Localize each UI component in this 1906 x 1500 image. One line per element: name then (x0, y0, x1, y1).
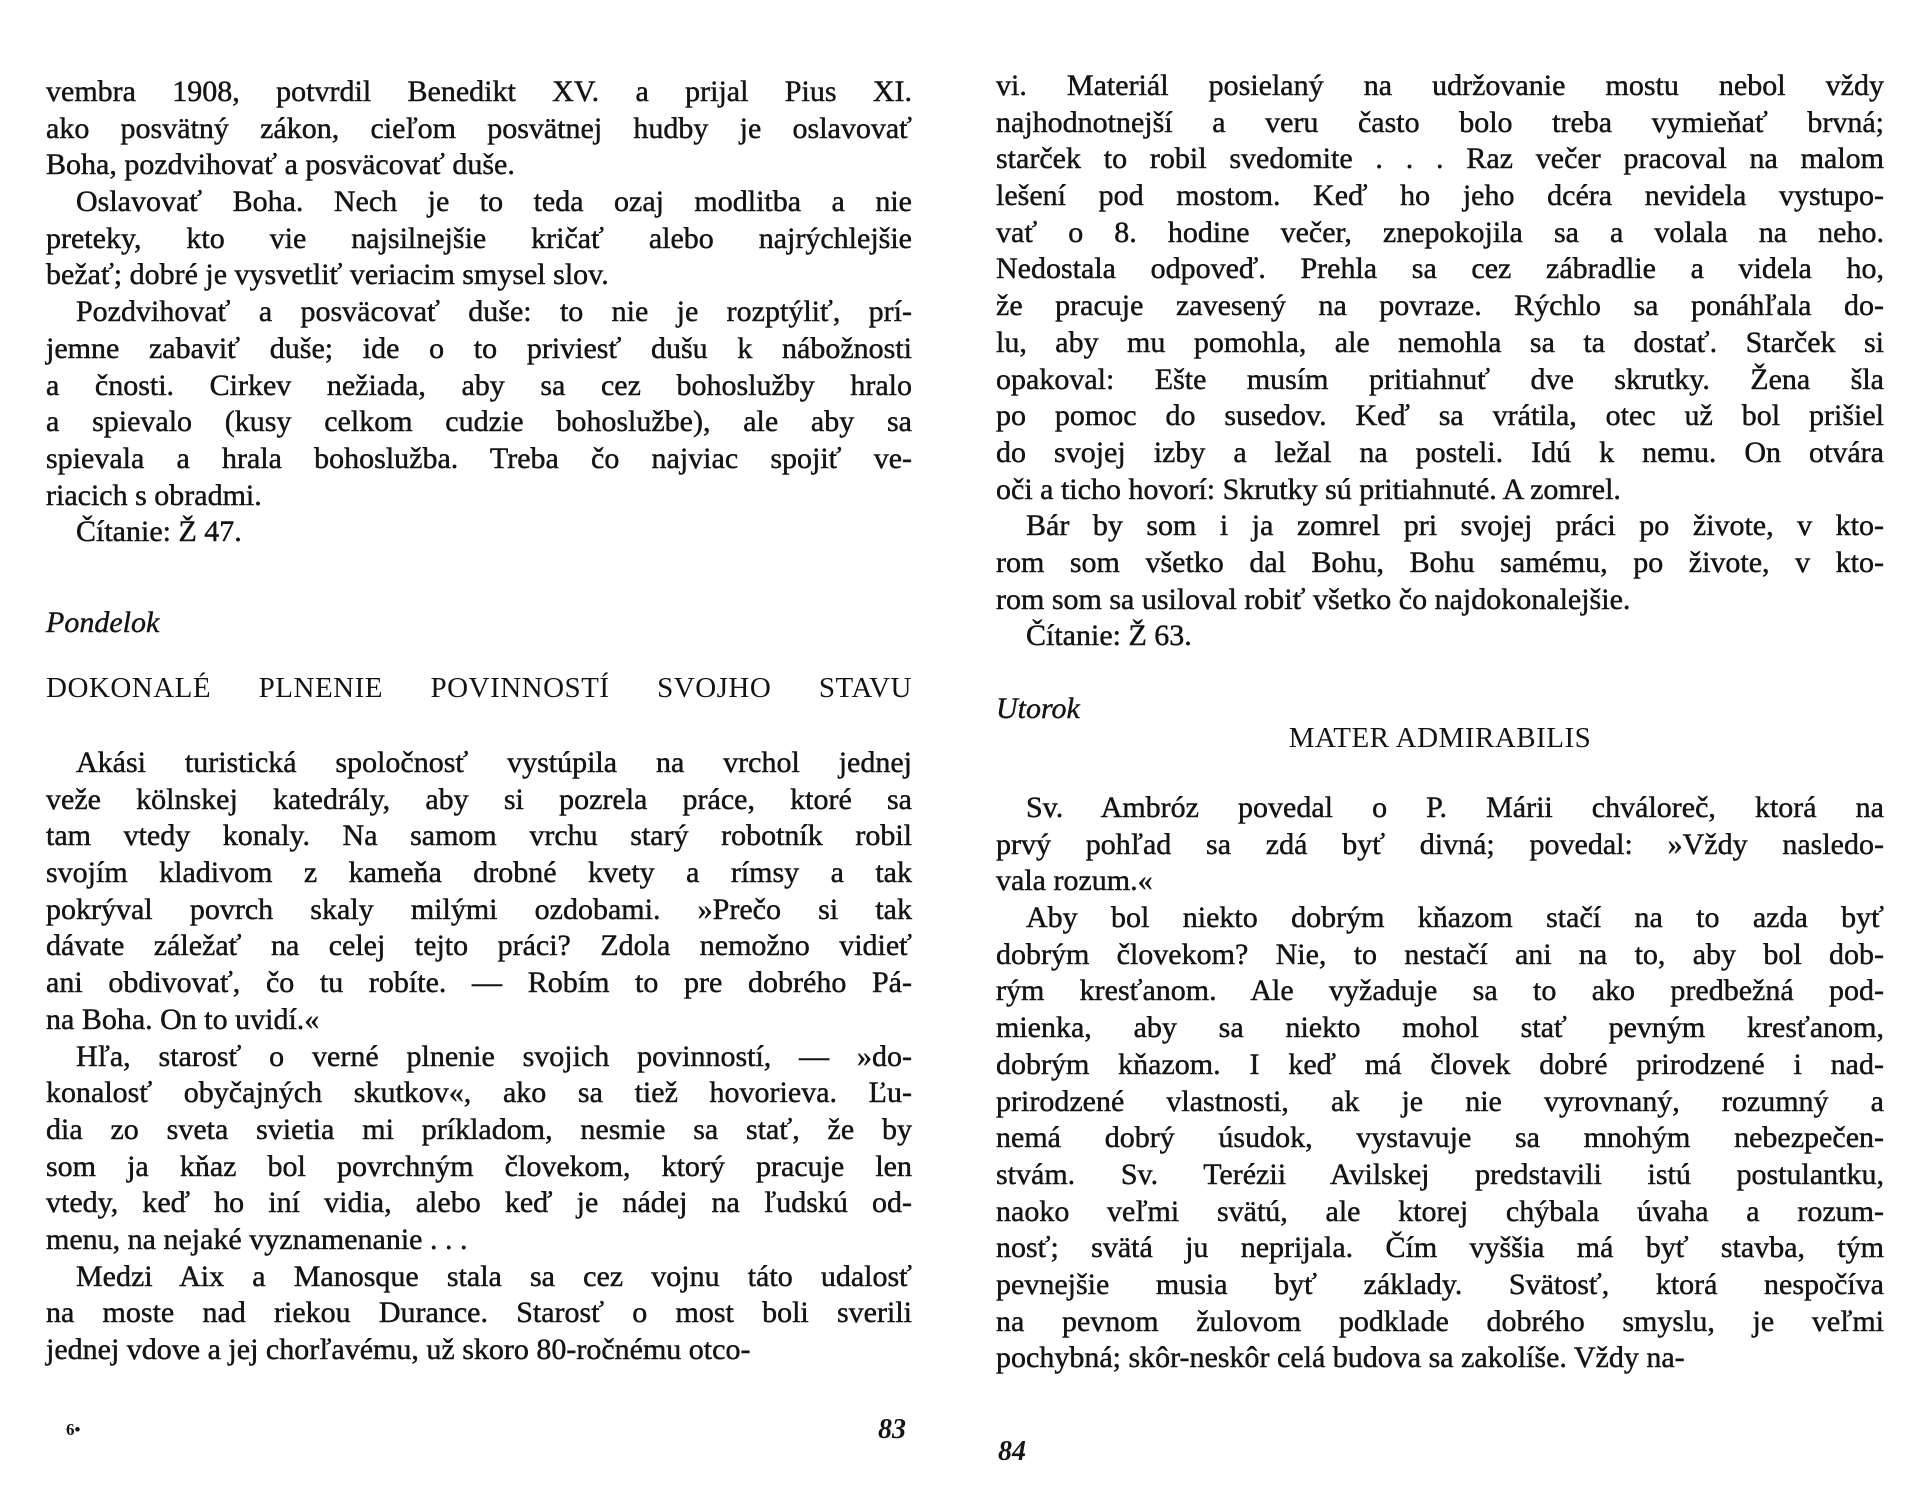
paragraph (996, 618, 1884, 655)
signature-mark: 6• (66, 1420, 81, 1439)
paragraph (996, 508, 1884, 618)
text-line: Čítanie: Ž 63. (1026, 619, 1192, 653)
left-body-section (46, 745, 912, 1369)
text-line: bežať; dobré je vysvetliť veriacim smysel slov. (46, 258, 609, 292)
text-line: Nedostala odpoveď. Prehla sa cez zábradlie a videla ho, (996, 252, 1884, 286)
left-page (46, 0, 912, 1500)
text-line: rom som sa usiloval robiť všetko čo najdokonalejšie. (996, 582, 1631, 616)
text-line: ako posvätný zákon, cieľom posvätnej hudby je oslavovať (46, 111, 912, 145)
text-line: Pozdvihovať a posväcovať duše: to nie je rozptýliť, prí- (76, 295, 912, 329)
text-line: dia zo sveta svietia mi príkladom, nesmie sa stať, že by (46, 1112, 912, 1146)
right-body-continuation (996, 68, 1884, 655)
text-line: vtedy, keď ho iní vidia, alebo keď je nádej na ľudskú od- (46, 1186, 912, 1220)
section-heading: MATER ADMIRABILIS (1288, 722, 1592, 754)
section-heading: DOKONALÉ PLNENIE POVINNOSTÍ SVOJHO STAVU (46, 672, 912, 704)
text-line: spievala a hrala bohoslužba. Treba čo najviac spojiť ve- (46, 441, 912, 475)
text-line: Boha, pozdvihovať a posväcovať duše. (46, 148, 515, 182)
text-line: a čnosti. Cirkev nežiada, aby sa cez bohoslužby hralo (46, 368, 912, 402)
left-body-continuation (46, 74, 912, 551)
text-line: najhodnotnejší a veru často bolo treba vymieňať brvná; (996, 105, 1884, 139)
text-line: svojím kladivom z kameňa drobné kvety a rímsy a tak (46, 856, 912, 890)
text-line: Sv. Ambróz povedal o P. Márii chválorеč, ktorá na (1026, 791, 1884, 824)
paragraph (46, 184, 912, 294)
text-line: vať o 8. hodine večer, znepokojila sa a volala na neho. (996, 215, 1884, 249)
paragraph (46, 74, 912, 184)
paragraph (46, 294, 912, 514)
text-line: opakoval: Ešte musím pritiahnuť dve skrutky. Žena šla (996, 362, 1884, 396)
text-line: a spievalo (kusy celkom cudzie bohoslužbe), ale aby sa (46, 405, 912, 439)
text-line: že pracuje zavesený na povraze. Rýchlo sa ponáhľala do- (996, 289, 1884, 323)
text-line: prvý pohľad sa zdá byť divná; povedal: »Vždy nasledo- (996, 827, 1884, 861)
text-line: na Boha. On to uvidí.« (46, 1002, 320, 1036)
text-line: Akási turistická spoločnosť vystúpila na vrchol jednej (76, 746, 912, 779)
right-page (996, 0, 1884, 1500)
page-number: 84 (998, 1436, 1026, 1467)
day-label-utorok: Utorok (996, 692, 1080, 725)
text-line: veže kölnskej katedrály, aby si pozrela práce, ktoré sa (46, 782, 912, 816)
text-line: som ja kňaz bol povrchným človekom, ktorý pracuje len (46, 1149, 912, 1183)
text-line: dobrým človekom? Nie, to nestačí ani na to, aby bol dob- (996, 937, 1884, 971)
text-line: Oslavovať Boha. Nech je to teda ozaj modlitba a nie (76, 185, 912, 219)
text-line: starček to robil svedomite . . . Raz večer pracoval na malom (996, 142, 1884, 176)
text-line: prirodzené vlastnosti, ak je nie vyrovnaný, rozumný a (996, 1084, 1884, 1118)
text-line: ani obdivovať, čo tu robíte. — Robím to pre dobrého Pá- (46, 966, 912, 1000)
text-line: rým kresťanom. Ale vyžaduje sa to ako predbežná pod- (996, 974, 1884, 1008)
day-label-pondelok: Pondelok (46, 606, 160, 639)
text-line: po pomoc do susedov. Keď sa vrátila, otec už bol prišiel (996, 399, 1884, 433)
text-line: nosť; svätá ju neprijala. Čím vyššia má byť stavba, tým (996, 1231, 1884, 1265)
text-line: menu, na nejaké vyznamenanie . . . (46, 1222, 468, 1256)
text-line: mienka, aby sa niekto mohol stať pevným kresťanom, (996, 1011, 1884, 1045)
text-line: vembra 1908, potvrdil Benedikt XV. a prijal Pius XI. (46, 75, 912, 108)
text-line: jemne zabaviť duše; ide o to priviesť dušu k nábožnosti (46, 331, 912, 365)
paragraph (996, 68, 1884, 508)
paragraph (46, 514, 912, 551)
text-line: Medzi Aix a Manosque stala sa cez vojnu táto udalosť (76, 1259, 912, 1293)
text-line: nemá dobrý úsudok, vystavuje sa mnohým nebezpečen- (996, 1121, 1884, 1155)
text-line: vala rozum.« (996, 864, 1153, 898)
text-line: na moste nad riekou Durance. Starosť o most boli sverili (46, 1296, 912, 1330)
paragraph (996, 900, 1884, 1377)
paragraph (46, 1039, 912, 1259)
paragraph (46, 1259, 912, 1369)
text-line: pevnejšie musia byť základy. Svätosť, ktorá nespočíva (996, 1267, 1884, 1301)
text-line: pokrýval povrch skaly milými ozdobami. »Prečo si tak (46, 892, 912, 926)
paragraph (46, 745, 912, 1039)
text-line: vi. Materiál posielaný na udržovanie mostu nebol vždy (996, 69, 1884, 102)
text-line: dobrým kňazom. I keď má človek dobré prirodzené i nad- (996, 1047, 1884, 1081)
text-line: do svojej izby a ležal na posteli. Idú k nemu. On otvára (996, 435, 1884, 469)
text-line: Bár by som i ja zomrel pri svojej práci po živote, v kto- (1026, 509, 1884, 543)
text-line: Aby bol niekto dobrým kňazom stačí na to azda byť (1026, 901, 1884, 935)
text-line: stvám. Sv. Terézii Avilskej predstavili istú postulantku, (996, 1157, 1884, 1191)
text-line: dávate záležať na celej tejto práci? Zdola nemožno vidieť (46, 929, 912, 963)
text-line: lešení pod mostom. Keď ho jeho dcéra nevidela vystupo- (996, 179, 1884, 213)
text-line: na pevnom žulovom podklade dobrého smyslu, je veľmi (996, 1304, 1884, 1338)
text-line: pochybná; skôr-neskôr celá budova sa zakolíše. Vždy na- (996, 1341, 1685, 1375)
text-line: jednej vdove a jej chorľavému, už skoro 80-ročnému otco- (46, 1333, 751, 1366)
paragraph (996, 790, 1884, 900)
text-line: rom som všetko dal Bohu, Bohu samému, po živote, v kto- (996, 545, 1884, 579)
text-line: Hľa, starosť o verné plnenie svojich povinností, — »do- (76, 1039, 912, 1073)
right-body-section (996, 790, 1884, 1377)
text-line: oči a ticho hovorí: Skrutky sú pritiahnuté. A zomrel. (996, 472, 1621, 506)
text-line: naoko veľmi svätú, ale ktorej chýbala úvaha a rozum- (996, 1194, 1884, 1228)
text-line: tam vtedy konaly. Na samom vrchu starý robotník robil (46, 819, 912, 853)
text-line: konalosť obyčajných skutkov«, ako sa tiež hovorieva. Ľu- (46, 1076, 912, 1110)
text-line: Čítanie: Ž 47. (76, 515, 242, 549)
page-number: 83 (878, 1414, 906, 1445)
text-line: lu, aby mu pomohla, ale nemohla sa ta dostať. Starček si (996, 325, 1884, 359)
text-line: riacich s obradmi. (46, 478, 262, 512)
text-line: preteky, kto vie najsilnejšie kričať alebo najrýchlejšie (46, 221, 912, 255)
